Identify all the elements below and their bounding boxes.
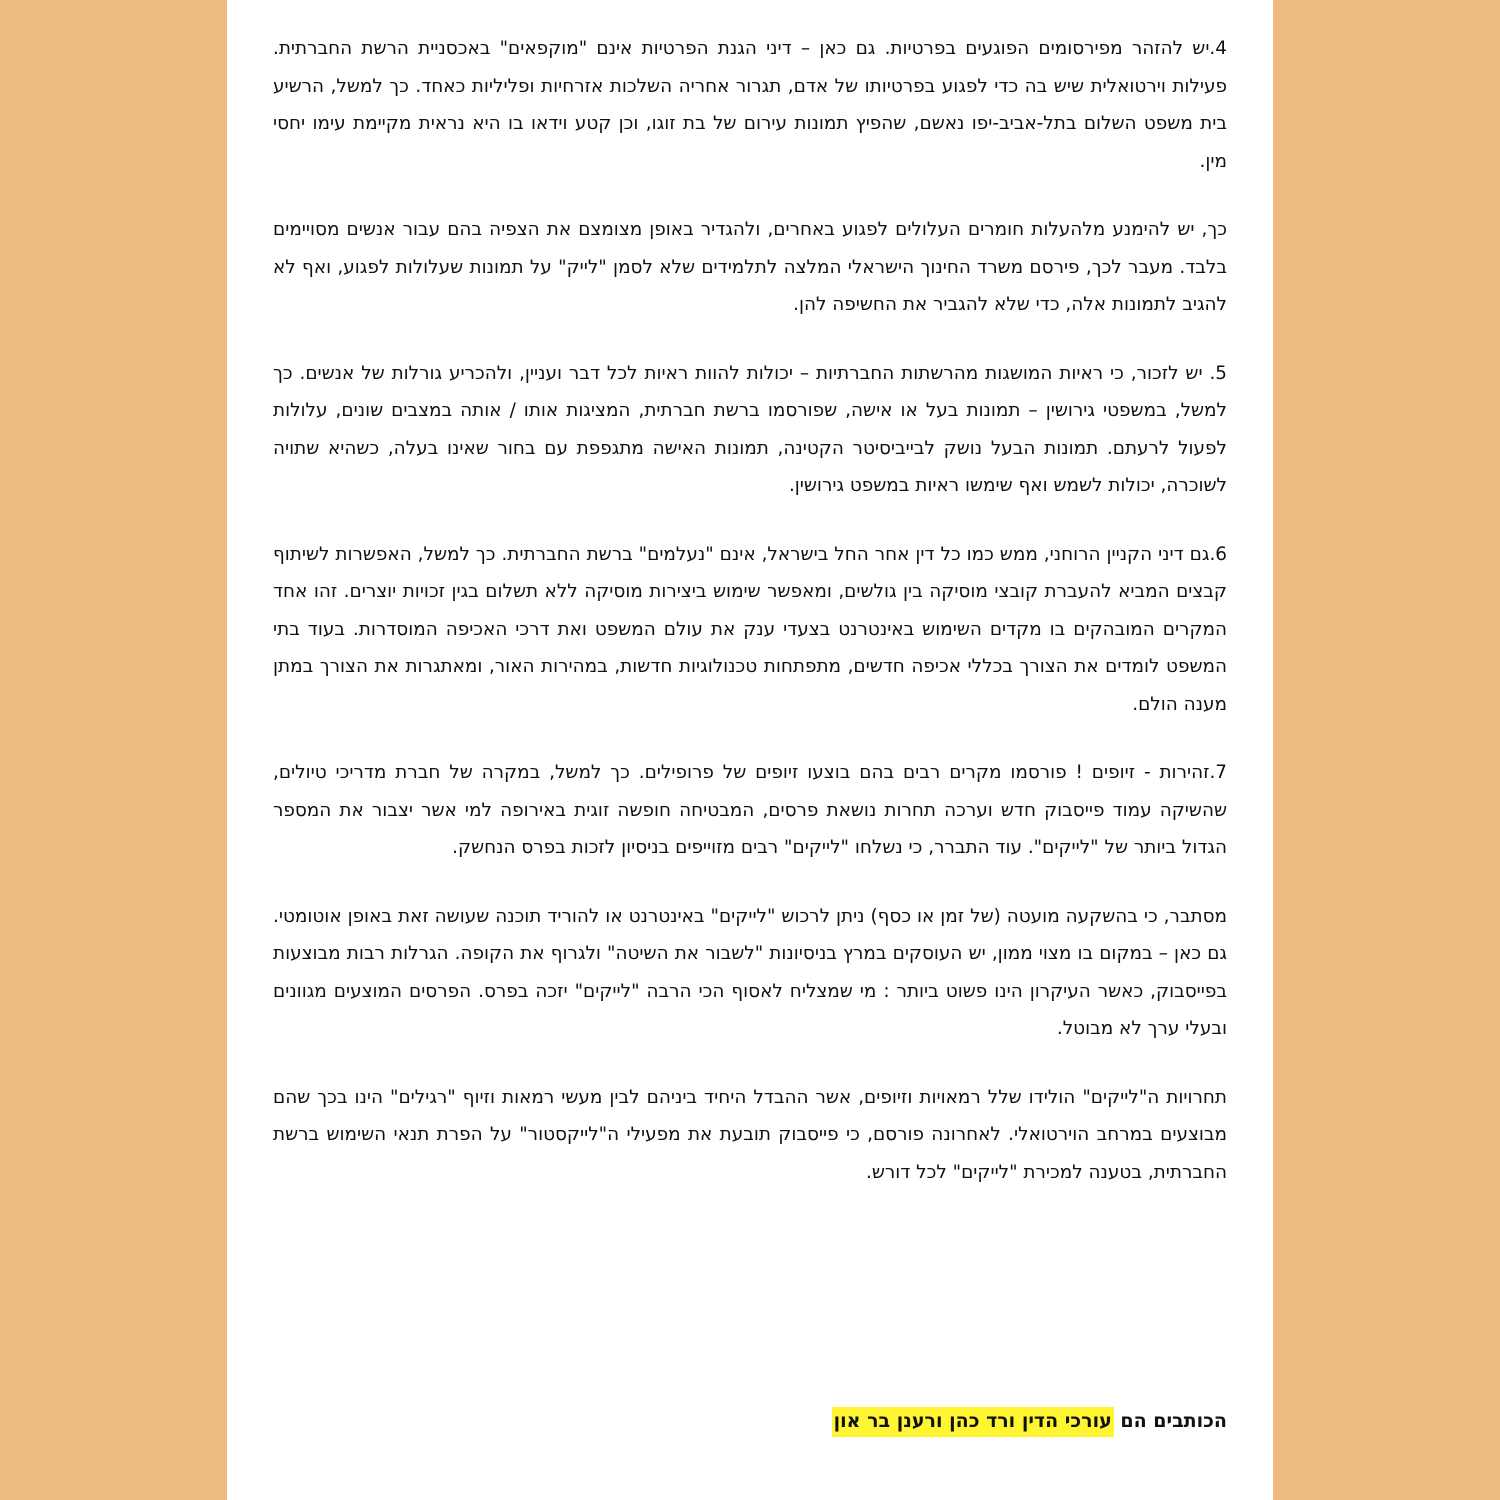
paragraph-intellectual-property: 6.גם דיני הקניין הרוחני, ממש כמו כל דין אחר החל בישראל, אינם "נעלמים" ברשת החברתית. כך למשל, האפשרות לשיתוף קבצים המביא להעברת קובצי מוסיקה בין גולשים, ומאפשר שימוש ביצירות מוסיקה ללא תשלום בגין זכויות יוצרים. זהו אחד המקרים המובהקים בו מקדים השימוש באינטרנט בצעדי ענק את עולם המשפט ואת דרכי האכיפה המוסדרות. בעוד בתי המשפט לומדים את הצורך בכללי אכיפה חדשים, מתפתחות טכנולוגיות חדשות, במהירות האור, ומאתגרות את הצורך במתן מענה הולם. (273, 543, 1227, 715)
author-line (832, 1410, 1227, 1432)
paragraph-forgeries: 7.זהירות - זיופים ! פורסמו מקרים רבים בהם בוצעו זיופים של פרופילים. כך למשל, במקרה של חברת מדריכי טיולים, שהשיקה עמוד פייסבוק חדש וערכה תחרות נושאת פרסים, המבטיחה חופשה זוגית באירופה למי אשר יצבור את המספר הגדול ביותר של "לייקים". עוד התברר, כי נשלחו "לייקים" רבים מזוייפים בניסיון לזכות בפרס הנחשק. (273, 762, 1227, 858)
author-names-highlight: עורכי הדין ורד כהן ורענן בר און (832, 1407, 1114, 1437)
paragraph-like-contests: תחרויות ה"לייקים" הולידו שלל רמאויות וזיופים, אשר ההבדל היחיד ביניהם לבין מעשי רמאות וזיוף "רגילים" הינו בכך שהם מבוצעים במרחב הוירטואלי. לאחרונה פורסם, כי פייסבוק תובעת את מפעילי ה"לייקסטור" על הפרת תנאי השימוש ברשת החברתית, בטענה למכירת "לייקים" לכל דורש. (273, 1086, 1227, 1183)
document-page (227, 0, 1273, 1500)
paragraph-avoid-harmful-content: כך, יש להימנע מלהעלות חומרים העלולים לפגוע באחרים, ולהגדיר באופן מצומצם את הצפיה בהם עבור אנשים מסויימים בלבד. מעבר לכך, פירסם משרד החינוך הישראלי המלצה לתלמידים שלא לסמן "לייק" על תמונות שעלולות לפגוע, ואף לא להגיב לתמונות אלה, כדי שלא להגביר את החשיפה להן. (273, 219, 1227, 315)
author-prefix: הכותבים הם (1113, 1410, 1227, 1432)
paragraph-privacy: 4.יש להזהר מפירסומים הפוגעים בפרטיות. גם כאן – דיני הגנת הפרטיות אינם "מוקפאים" באכסניית הרשת החברתית. פעילות וירטואלית שיש בה כדי לפגוע בפרטיותו של אדם, תגרור אחריה השלכות אזרחיות ופליליות כאחד. כך למשל, הרשיע בית משפט השלום בתל-אביב-יפו נאשם, שהפיץ תמונות עירום של בת זוגו, וכן קטע וידאו בו היא נראית מקיימת עימו יחסי מין. (273, 38, 1227, 172)
paragraph-buying-likes: מסתבר, כי בהשקעה מועטה (של זמן או כסף) ניתן לרכוש "לייקים" באינטרנט או להוריד תוכנה שעושה זאת באופן אוטומטי. גם כאן – במקום בו מצוי ממון, יש העוסקים במרץ בניסיונות "לשבור את השיטה" ולגרוף את הקופה. הגרלות רבות מבוצעות בפייסבוק, כאשר העיקרון הינו פשוט ביותר : מי שמצליח לאסוף הכי הרבה "לייקים" יזכה בפרס. הפרסים המוצעים מגוונים ובעלי ערך לא מבוטל. (273, 905, 1227, 1039)
paragraph-evidence: 5. יש לזכור, כי ראיות המושגות מהרשתות החברתיות – יכולות להוות ראיות לכל דבר ועניין, ולהכריע גורלות של אנשים. כך למשל, במשפטי גירושין – תמונות בעל או אישה, שפורסמו ברשת חברתית, המציגות אותו / אותה במצבים שונים, עלולות לפעול לרעתם. תמונות הבעל נושק לבייביסיטר הקטינה, תמונות האישה מתגפפת עם בחור שאינו בעלה, כשהיא שתויה לשוכרה, יכולות לשמש ואף שימשו ראיות במשפט גירושין. (273, 362, 1227, 496)
